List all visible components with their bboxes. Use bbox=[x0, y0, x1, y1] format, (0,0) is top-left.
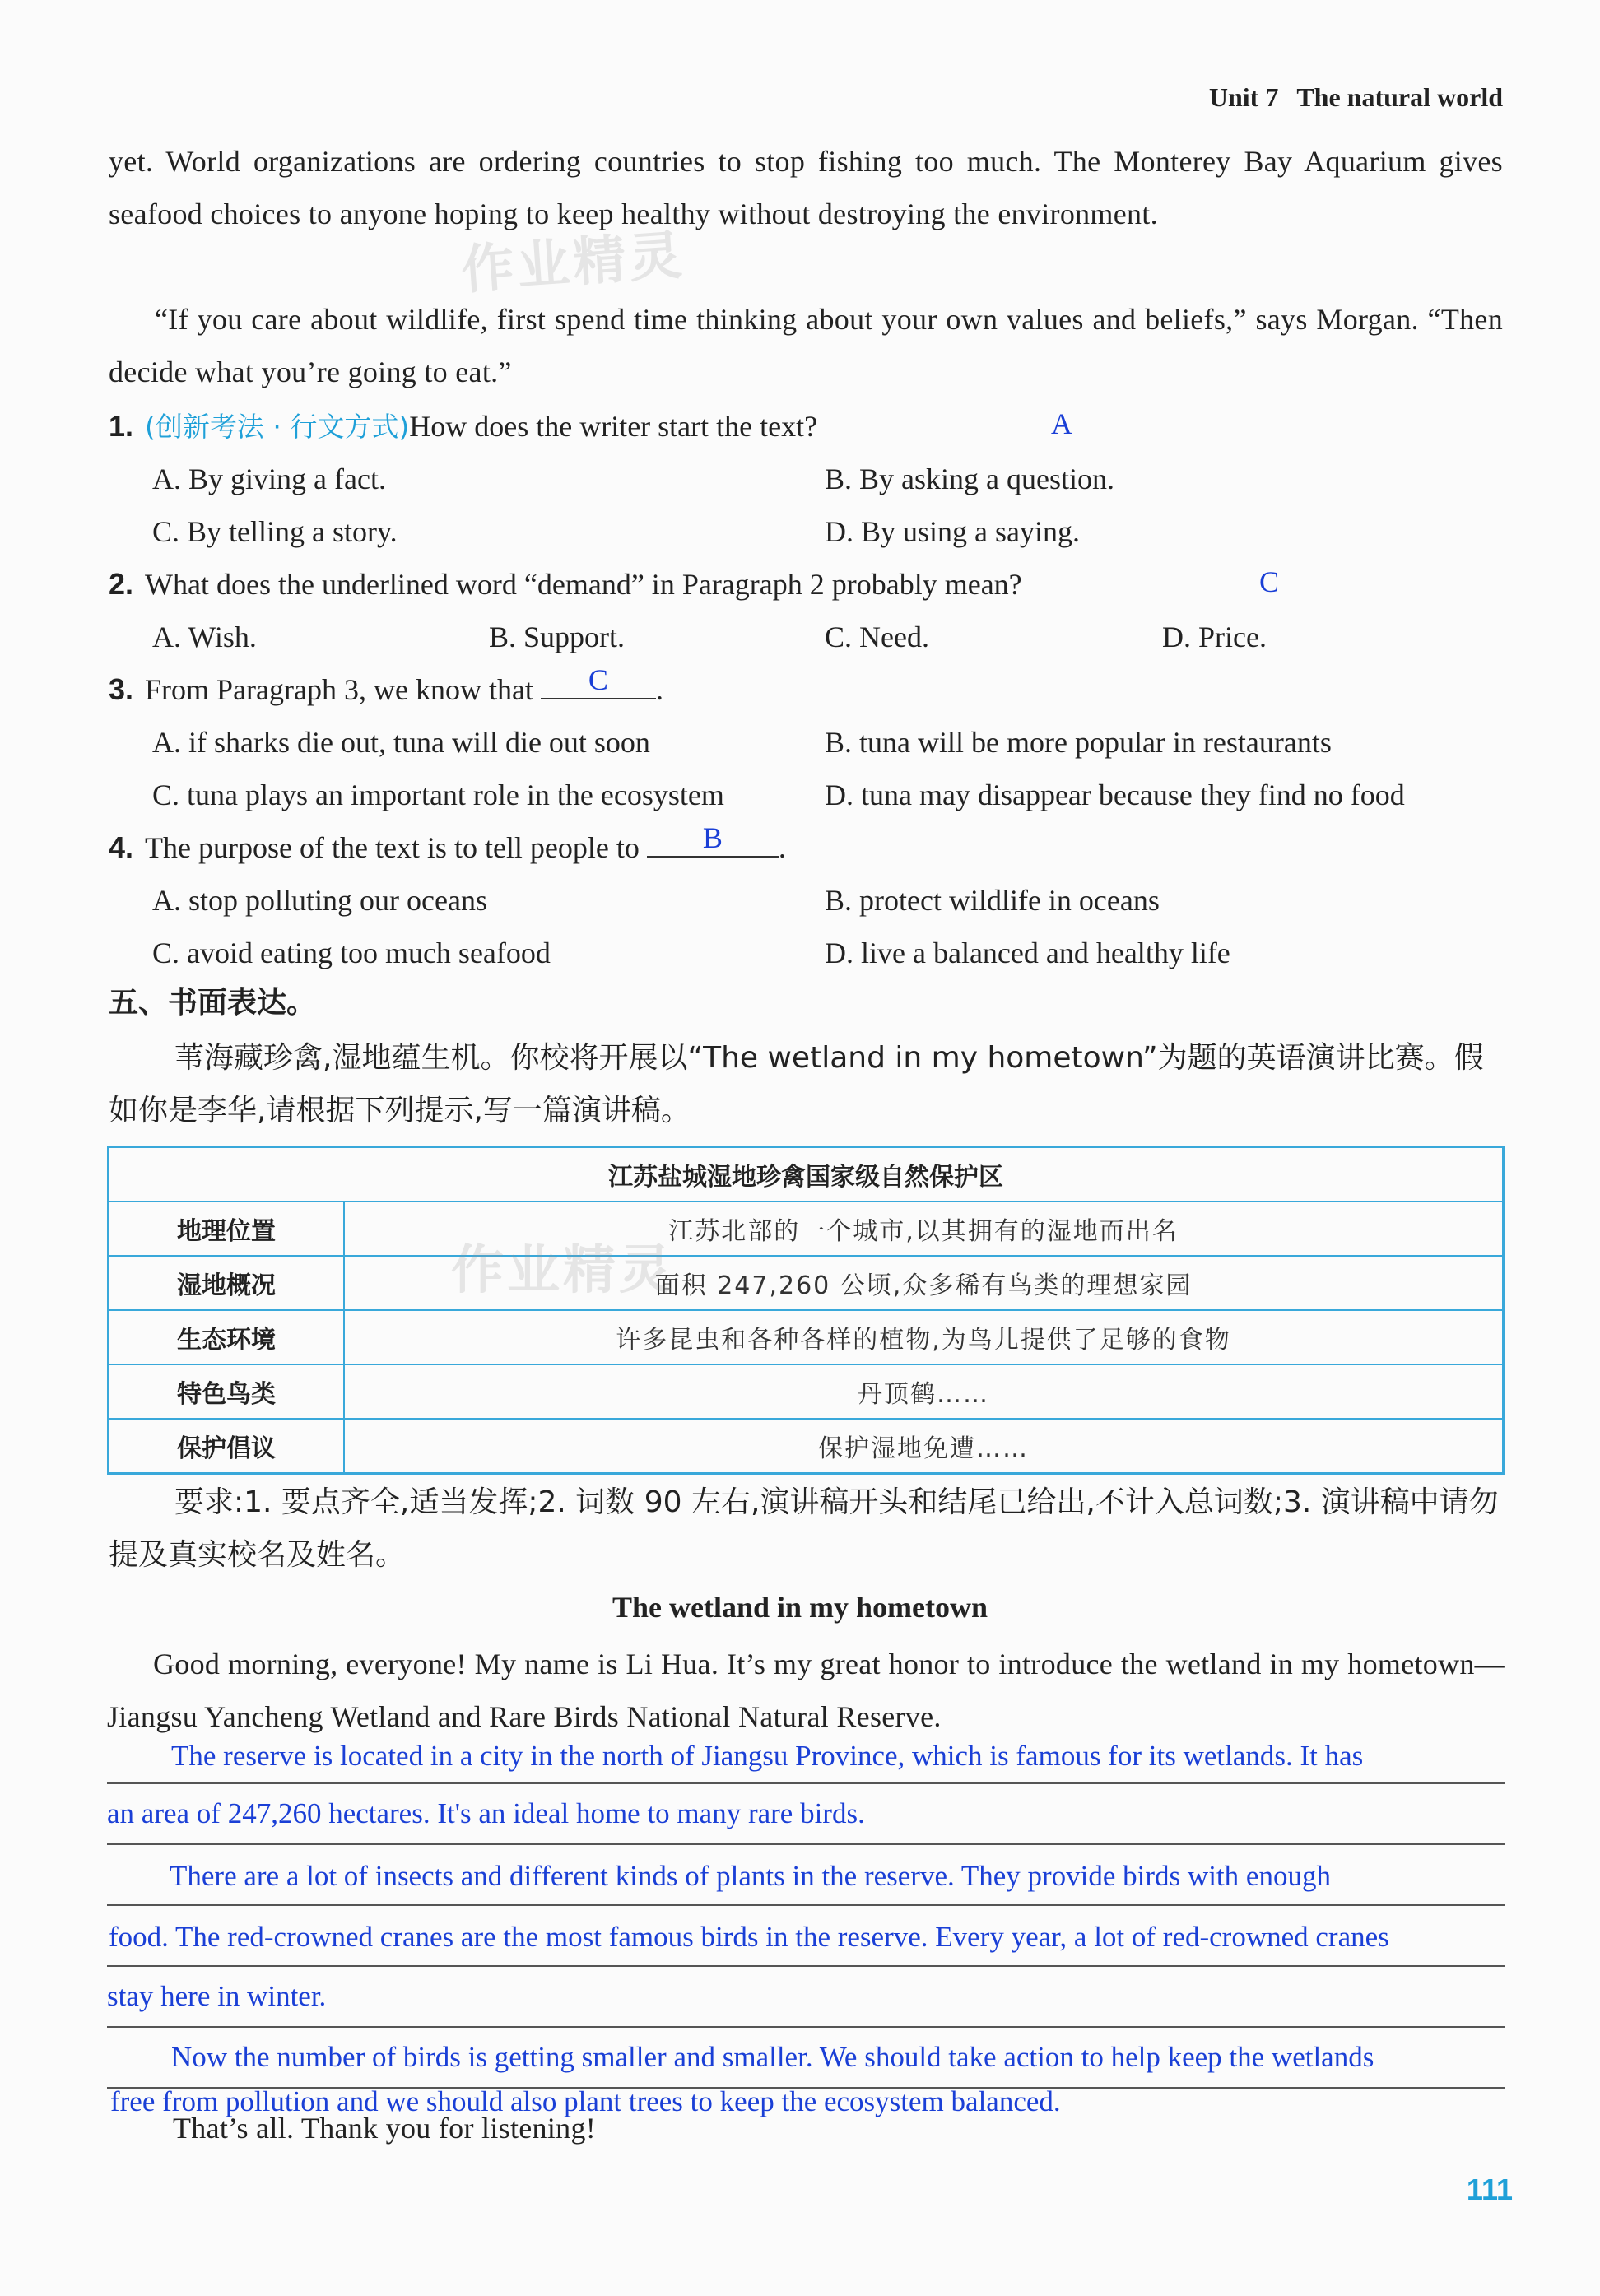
row-value: 面积 247,260 公顷,众多稀有鸟类的理想家园 bbox=[344, 1256, 1504, 1310]
option: D. By using a saying. bbox=[825, 515, 1080, 548]
passage-paragraph: yet. World organizations are ordering countries to stop fishing too much. The Monterey Bay Aquarium gives seafood choices to anyone hoping to keep healthy without destroying the environment. bbox=[109, 145, 1503, 230]
row-key: 地理位置 bbox=[109, 1201, 345, 1256]
table-row bbox=[109, 1419, 1504, 1474]
row-key: 保护倡议 bbox=[109, 1419, 345, 1474]
writing-line bbox=[107, 2026, 1505, 2028]
question-number: 3. bbox=[109, 672, 134, 706]
reserve-info-table bbox=[107, 1146, 1505, 1475]
row-value: 丹顶鹤…… bbox=[344, 1364, 1504, 1419]
question-4 bbox=[109, 821, 786, 874]
unit-label: Unit 7 bbox=[1208, 82, 1279, 112]
table-title: 江苏盐城湿地珍禽国家级自然保护区 bbox=[109, 1147, 1504, 1202]
option: D. tuna may disappear because they find no food bbox=[825, 779, 1405, 811]
handwritten-line: The reserve is located in a city in the north of Jiangsu Province, which is famous for its wetlands. It has bbox=[171, 1740, 1364, 1772]
watermark: 作业精灵 bbox=[459, 225, 687, 302]
handwritten-line: Now the number of birds is getting smaller and smaller. We should take action to help keep the wetlands bbox=[171, 2041, 1374, 2073]
row-key: 特色鸟类 bbox=[109, 1364, 345, 1419]
question-number: 4. bbox=[109, 830, 134, 864]
handwritten-line: an area of 247,260 hectares. It's an ideal home to many rare birds. bbox=[107, 1797, 865, 1829]
row-value: 江苏北部的一个城市,以其拥有的湿地而出名 bbox=[344, 1201, 1504, 1256]
row-key: 生态环境 bbox=[109, 1310, 345, 1364]
page-number: 111 bbox=[1466, 2173, 1513, 2206]
handwritten-line: stay here in winter. bbox=[107, 1980, 327, 2012]
option: B. tuna will be more popular in restaurants bbox=[825, 726, 1332, 759]
row-value: 保护湿地免遭…… bbox=[344, 1419, 1504, 1474]
option: B. protect wildlife in oceans bbox=[825, 884, 1160, 917]
option: B. Support. bbox=[489, 620, 626, 653]
option: A. stop polluting our oceans bbox=[152, 884, 487, 917]
question-text-end: . bbox=[778, 831, 786, 864]
row-key: 湿地概况 bbox=[109, 1256, 345, 1310]
writing-line bbox=[107, 1843, 1505, 1845]
option: C. By telling a story. bbox=[152, 515, 398, 548]
table-row bbox=[109, 1310, 1504, 1364]
question-text-end: . bbox=[655, 673, 663, 706]
table-row bbox=[109, 1256, 1504, 1310]
option: C. avoid eating too much seafood bbox=[152, 937, 551, 969]
handwritten-answer: C bbox=[588, 663, 608, 696]
option: C. Need. bbox=[825, 620, 929, 653]
essay-title: The wetland in my hometown bbox=[612, 1591, 988, 1624]
writing-line bbox=[107, 1965, 1505, 1967]
option: D. live a balanced and healthy life bbox=[825, 937, 1230, 969]
page-header bbox=[1209, 82, 1503, 113]
question-3 bbox=[109, 663, 663, 716]
option: B. By asking a question. bbox=[825, 462, 1114, 495]
unit-topic: The natural world bbox=[1296, 82, 1503, 112]
essay-opening: Good morning, everyone! My name is Li Hua. It’s my great honor to introduce the wetland in my hometown—Jiangsu Yancheng Wetland and Rare Birds National Natural Reserve. bbox=[107, 1648, 1505, 1733]
handwritten-answer: A bbox=[1051, 407, 1072, 440]
table-row bbox=[109, 1201, 1504, 1256]
option: A. Wish. bbox=[152, 620, 257, 653]
option: C. tuna plays an important role in the ecosystem bbox=[152, 779, 724, 811]
watermark: 作业精灵 bbox=[451, 1240, 675, 1301]
table-row bbox=[109, 1364, 1504, 1419]
handwritten-line: food. The red-crowned cranes are the most famous birds in the reserve. Every year, a lot of red-crowned cranes bbox=[109, 1921, 1389, 1953]
answer-blank bbox=[647, 823, 779, 858]
question-text: The purpose of the text is to tell people to bbox=[145, 831, 640, 864]
option: A. By giving a fact. bbox=[152, 462, 386, 495]
question-tag: (创新考法 · 行文方式) bbox=[145, 411, 410, 443]
question-number: 1. bbox=[109, 409, 134, 443]
handwritten-line: free from pollution and we should also plant trees to keep the ecosystem balanced. bbox=[110, 2085, 1061, 2117]
question-2 bbox=[109, 558, 1022, 611]
handwritten-answer: C bbox=[1259, 565, 1280, 598]
writing-line bbox=[107, 1782, 1505, 1784]
writing-requirements: 要求:1. 要点齐全,适当发挥;2. 词数 90 左右,演讲稿开头和结尾已给出,不计入总词数;3. 演讲稿中请勿提及真实校名及姓名。 bbox=[109, 1485, 1499, 1572]
essay-closing: That’s all. Thank you for listening! bbox=[173, 2112, 597, 2145]
handwritten-answer: B bbox=[702, 821, 723, 854]
question-number: 2. bbox=[109, 567, 134, 601]
passage-paragraph: “If you care about wildlife, first spend time thinking about your own values and beliefs,” says Morgan. “Then decide what you’re going to eat.” bbox=[109, 303, 1503, 388]
option: D. Price. bbox=[1162, 620, 1267, 653]
writing-line bbox=[107, 1904, 1505, 1906]
writing-prompt: 苇海藏珍禽,湿地蕴生机。你校将开展以“The wetland in my hometown”为题的英语演讲比赛。假如你是李华,请根据下列提示,写一篇演讲稿。 bbox=[109, 1041, 1484, 1127]
question-text: From Paragraph 3, we know that bbox=[145, 673, 533, 706]
question-1 bbox=[109, 400, 817, 453]
question-text: How does the writer start the text? bbox=[409, 410, 818, 443]
question-text: What does the underlined word “demand” in Paragraph 2 probably mean? bbox=[145, 568, 1022, 601]
option: A. if sharks die out, tuna will die out soon bbox=[152, 726, 650, 759]
section-heading: 五、书面表达。 bbox=[109, 986, 317, 1020]
answer-blank bbox=[541, 665, 656, 699]
row-value: 许多昆虫和各种各样的植物,为鸟儿提供了足够的食物 bbox=[344, 1310, 1504, 1364]
handwritten-line: There are a lot of insects and different kinds of plants in the reserve. They provide birds with enough bbox=[170, 1860, 1331, 1892]
